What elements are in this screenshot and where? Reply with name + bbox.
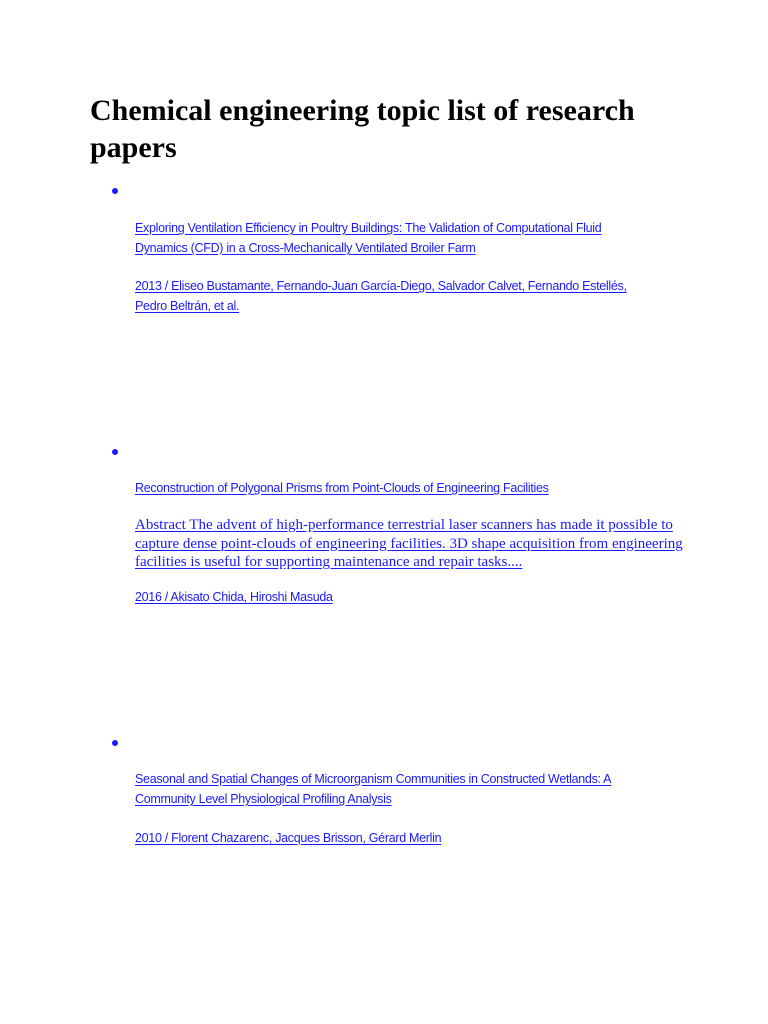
paper-meta-link[interactable]: 2013 / Eliseo Bustamante, Fernando-Juan García-Diego, Salvador Calvet, Fernando Estellés, Pedro Beltrán, et al. bbox=[135, 279, 627, 313]
paper-title-link[interactable]: Seasonal and Spatial Changes of Microorganism Communities in Constructed Wetlands: A Community Level Physiological Profiling Analysis bbox=[135, 772, 612, 806]
paper-meta-link[interactable]: 2016 / Akisato Chida, Hiroshi Masuda bbox=[135, 590, 333, 604]
page-title: Chemical engineering topic list of research papers bbox=[90, 94, 635, 164]
paper-meta-link[interactable]: 2010 / Florent Chazarenc, Jacques Brisson, Gérard Merlin bbox=[135, 831, 442, 845]
list-bullet bbox=[112, 188, 120, 196]
paper-title-link[interactable]: Reconstruction of Polygonal Prisms from Point-Clouds of Engineering Facilities bbox=[135, 481, 549, 495]
paper-abstract-link[interactable]: Abstract The advent of high-performance terrestrial laser scanners has made it possible to capture dense point-clouds of engineering facilities. 3D shape acquisition from engineering facilities is useful for supporting maintenance and repair tasks.... bbox=[135, 517, 683, 570]
paper-title-link[interactable]: Exploring Ventilation Efficiency in Poultry Buildings: The Validation of Computational Fluid Dynamics (CFD) in a Cross-Mechanically Ventilated Broiler Farm bbox=[135, 221, 602, 255]
list-bullet bbox=[112, 740, 120, 748]
list-bullet bbox=[112, 449, 120, 457]
